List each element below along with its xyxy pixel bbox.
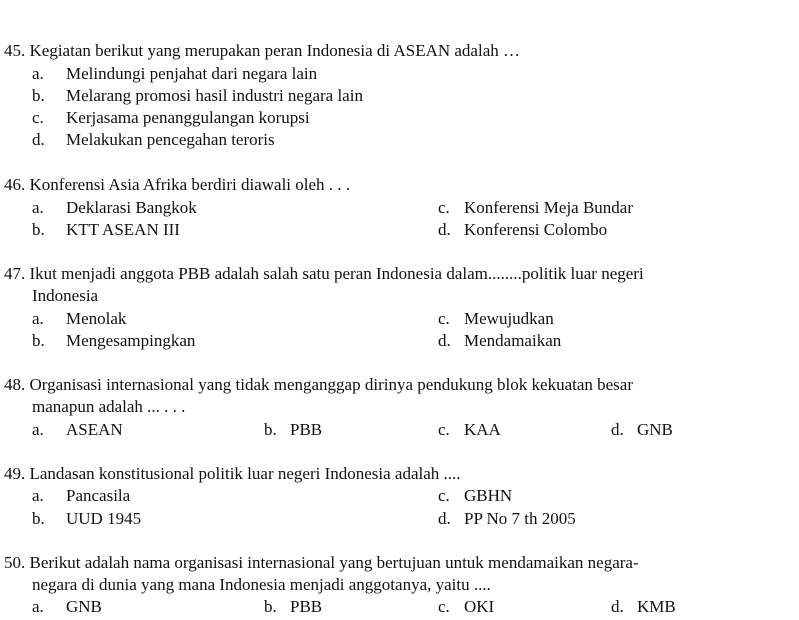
question-text: Ikut menjadi anggota PBB adalah salah satu peran Indonesia dalam........politik luar negeri	[29, 264, 644, 283]
option-text: KTT ASEAN III	[66, 220, 180, 239]
question-stem	[4, 463, 784, 485]
question-stem	[4, 552, 784, 574]
question-text: Kegiatan berikut yang merupakan peran Indonesia di ASEAN adalah …	[29, 41, 520, 60]
option-b: b. Mengesampingkan	[32, 331, 196, 350]
option-a: a. Deklarasi Bangkok	[32, 198, 197, 217]
option-text: ASEAN	[66, 420, 123, 439]
question-stem	[4, 174, 784, 196]
option-text: UUD 1945	[66, 509, 142, 528]
question-number: 48.	[4, 375, 26, 394]
question-49	[4, 463, 784, 528]
option-a: a. Menolak	[32, 309, 127, 328]
option-a: a. Pancasila	[32, 486, 131, 505]
question-50	[4, 552, 784, 616]
option-b: b. UUD 1945	[32, 509, 142, 528]
question-text-continued: Indonesia	[32, 286, 99, 305]
option-d: d. Mendamaikan	[438, 331, 562, 350]
option-d: d. GNB	[611, 420, 673, 439]
question-stem	[4, 40, 784, 62]
question-number: 49.	[4, 464, 26, 483]
question-text-continued: manapun adalah ... . . .	[32, 397, 186, 416]
option-c: c. KAA	[438, 420, 501, 439]
option-text: Menolak	[66, 309, 127, 328]
option-text: Deklarasi Bangkok	[66, 198, 197, 217]
option-a: a. Melindungi penjahat dari negara lain	[32, 64, 318, 83]
option-text: Melarang promosi hasil industri negara lain	[66, 86, 363, 105]
question-number: 46.	[4, 175, 26, 194]
option-text: Konferensi Meja Bundar	[464, 198, 634, 217]
question-text: Landasan konstitusional politik luar negeri Indonesia adalah ....	[29, 464, 461, 483]
option-text: Konferensi Colombo	[464, 220, 608, 239]
question-text: Berikut adalah nama organisasi internasional yang bertujuan untuk mendamaikan negara-	[29, 553, 639, 572]
option-c: c. OKI	[438, 597, 495, 616]
question-text-continued: negara di dunia yang mana Indonesia menjadi anggotanya, yaitu ....	[32, 575, 491, 594]
option-text: Mendamaikan	[464, 331, 562, 350]
question-text: Konferensi Asia Afrika berdiri diawali oleh . . .	[29, 175, 351, 194]
option-text: KAA	[464, 420, 501, 439]
option-d: d. KMB	[611, 597, 676, 616]
option-c: c. GBHN	[438, 486, 513, 505]
option-c: c. Konferensi Meja Bundar	[438, 198, 634, 217]
option-text: Mewujudkan	[464, 309, 554, 328]
option-text: Kerjasama penanggulangan korupsi	[66, 108, 310, 127]
question-45	[4, 40, 784, 149]
option-b: b. PBB	[264, 420, 323, 439]
option-text: KMB	[637, 597, 676, 616]
option-text: GNB	[66, 597, 102, 616]
question-stem	[4, 374, 784, 396]
question-text: Organisasi internasional yang tidak menganggap dirinya pendukung blok kekuatan besar	[29, 375, 633, 394]
option-text: PBB	[290, 420, 323, 439]
option-text: OKI	[464, 597, 495, 616]
question-number: 50.	[4, 553, 26, 572]
option-c: c. Mewujudkan	[438, 309, 554, 328]
option-text: Melindungi penjahat dari negara lain	[66, 64, 318, 83]
option-text: Melakukan pencegahan teroris	[66, 130, 275, 149]
option-d: d. Konferensi Colombo	[438, 220, 608, 239]
option-text: PBB	[290, 597, 323, 616]
option-text: Mengesampingkan	[66, 331, 196, 350]
question-46	[4, 174, 784, 239]
option-b: b. PBB	[264, 597, 323, 616]
option-a: a. ASEAN	[32, 420, 123, 439]
option-b: b. KTT ASEAN III	[32, 220, 180, 239]
option-text: PP No 7 th 2005	[464, 509, 576, 528]
option-a: a. GNB	[32, 597, 102, 616]
question-number: 47.	[4, 264, 26, 283]
option-b: b. Melarang promosi hasil industri negara lain	[32, 86, 363, 105]
question-number: 45.	[4, 41, 26, 60]
option-text: Pancasila	[66, 486, 131, 505]
option-c: c. Kerjasama penanggulangan korupsi	[32, 108, 310, 127]
option-text: GBHN	[464, 486, 513, 505]
option-text: GNB	[637, 420, 673, 439]
option-d: d. PP No 7 th 2005	[438, 509, 576, 528]
question-48	[4, 374, 784, 439]
option-d: d. Melakukan pencegahan teroris	[32, 130, 275, 149]
question-stem	[4, 263, 784, 285]
question-47	[4, 263, 784, 350]
